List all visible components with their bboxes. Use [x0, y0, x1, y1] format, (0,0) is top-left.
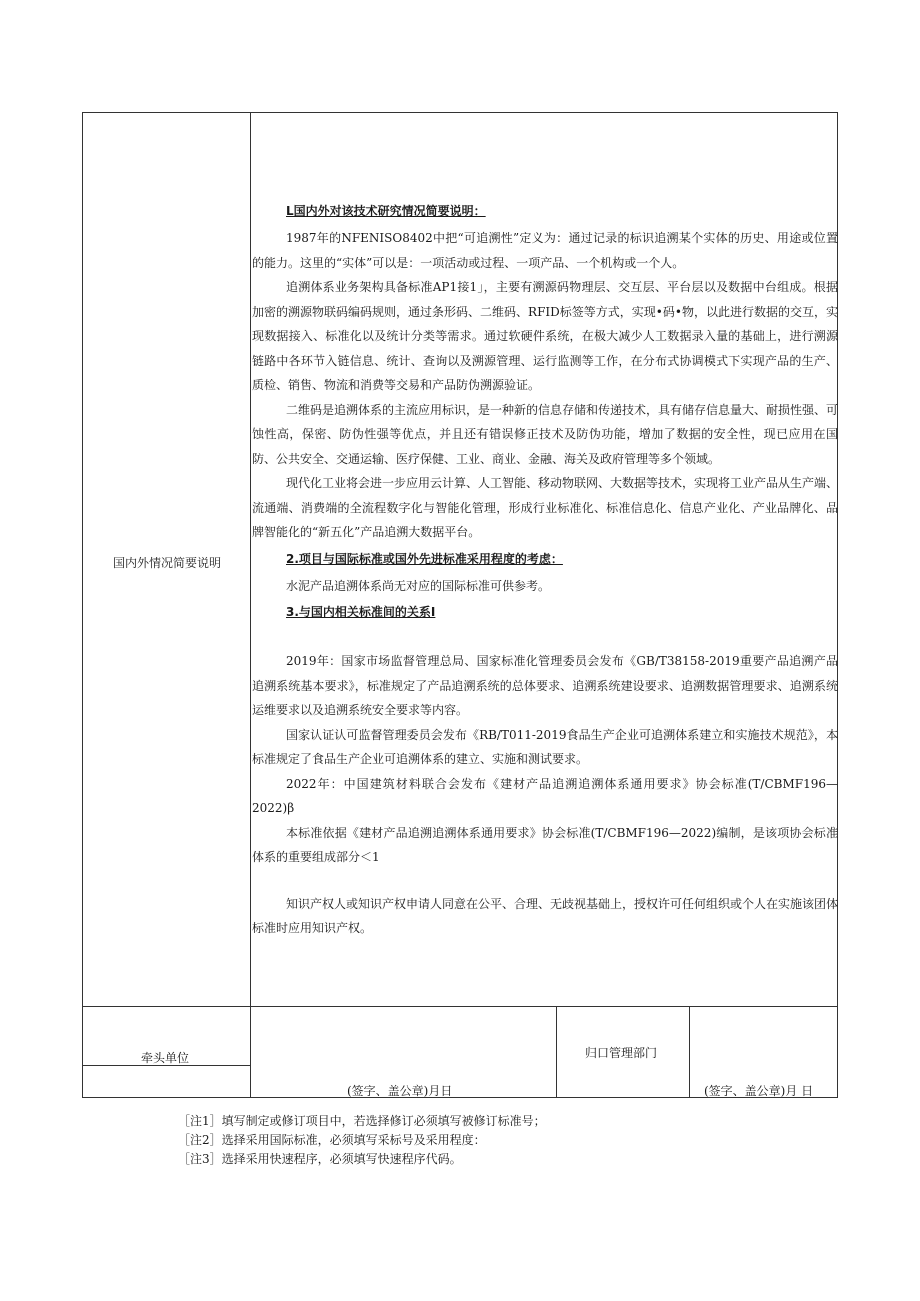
paragraph: 2019年：国家市场监督管理总局、国家标准化管理委员会发布《GB/T38158-2019重要产品追溯产品追溯系统基本要求》，标准规定了产品追溯系统的总体要求、追溯系统建设要求、追溯数据管理要求、追溯系统运维要求以及追溯系统安全要求等内容。 — [252, 654, 838, 717]
footnote-1: ［注1］填写制定或修订项目中，若选择修订必须填写被修订标准号； — [178, 1114, 546, 1128]
situation-label: 国内外情况简要说明 — [112, 556, 221, 570]
section-heading — [252, 199, 838, 224]
spacer — [252, 870, 838, 892]
paragraph: 追溯体系业务架构具备标准AP1接1」，主要有溯源码物理层、交互层、平台层以及数据中台组成。根据加密的溯源物联码编码规则，通过条形码、二维码、RFID标签等方式，实现•码•物，以此进行数据的交互，实现数据接入、标准化以及统计分类等需求。通过软硬件系统，在极大减少人工数据录入量的基础上，进行溯源链路中各环节入链信息、统计、查询以及溯源管理、运行监测等工作，在分布式协调模式下实现产品的生产、质检、销售、物流和消费等交易和产品防伪溯源验证。 — [252, 280, 838, 392]
section-heading-text: 3.与国内相关标准间的关系I — [286, 605, 436, 619]
dept-label: 归口管理部门 — [585, 1046, 658, 1060]
paragraph: 现代化工业将会进一步应用云计算、人工智能、移动物联网、大数据等技术，实现将工业产品从生产端、流通端、消费端的全流程数字化与智能化管理，形成行业标准化、标准信息化、信息产业化、产业品牌化、品牌智能化的“新五化”产品追溯大数据平台。 — [252, 476, 839, 539]
application-form-table — [82, 112, 838, 1098]
section-heading — [252, 547, 838, 572]
paragraph: 本标准依据《建材产品追溯追溯体系通用要求》协会标准(T/CBMF196—2022)编制，是该项协会标准体系的重要组成部分＜1 — [252, 825, 838, 864]
column-divider — [689, 1006, 690, 1097]
section-heading-text: L国内外对该技术研究情况简要说明： — [286, 204, 486, 218]
lead-unit-label: 牵头单位 — [141, 1051, 190, 1065]
paragraph: 二维码是追溯体系的主流应用标识，是一种新的信息存储和传递技术，具有储存信息量大、耐损性强、可蚀性高，保密、防伪性强等优点，并且还有错误修正技术及防伪功能，增加了数据的安全性，现已应用在国防、公共安全、交通运输、医疗保健、工业、商业、金融、海关及政府管理等多个领域。 — [252, 402, 839, 466]
lead-unit-signature: (签字、盖公章)月日 — [347, 1084, 453, 1098]
section-heading — [252, 600, 838, 625]
situation-content — [252, 197, 838, 941]
column-divider — [250, 113, 251, 1097]
row-divider — [83, 1006, 837, 1007]
section-heading-text: 2.项目与国际标准或国外先进标准采用程度的考虑： — [286, 551, 563, 566]
paragraph: 2022年：中国建筑材料联合会发布《建材产品追溯追溯体系通用要求》协会标准(T/CBMF196—2022)β — [252, 776, 838, 815]
paragraph: 1987年的NFENISO8402中把“可追溯性”定义为：通过记录的标识追溯某个实体的历史、用途或位置的能力。这里的“实体”可以是：一项活动或过程、一项产品、一个机构或一个人。 — [252, 231, 838, 270]
paragraph: 水泥产品追溯体系尚无对应的国际标准可供参考。 — [286, 578, 551, 593]
footnote-2: ［注2］选择采用国际标准，必须填写采标号及采用程度： — [178, 1133, 486, 1147]
footnotes — [178, 1112, 546, 1169]
row-divider — [83, 1065, 251, 1066]
spacer — [252, 627, 838, 649]
paragraph: 知识产权人或知识产权申请人同意在公平、合理、无歧视基础上，授权许可任何组织或个人在实施该团体标准时应用知识产权。 — [252, 896, 839, 935]
dept-signature: (签字、盖公章)月 日 — [704, 1084, 814, 1098]
footnote-3: ［注3］选择采用快速程序，必须填写快速程序代码。 — [178, 1152, 462, 1166]
paragraph: 国家认证认可监督管理委员会发布《RB/T011-2019食品生产企业可追溯体系建立和实施技术规范》，本标准规定了食品生产企业可追溯体系的建立、实施和测试要求。 — [252, 727, 838, 766]
column-divider — [556, 1006, 557, 1097]
